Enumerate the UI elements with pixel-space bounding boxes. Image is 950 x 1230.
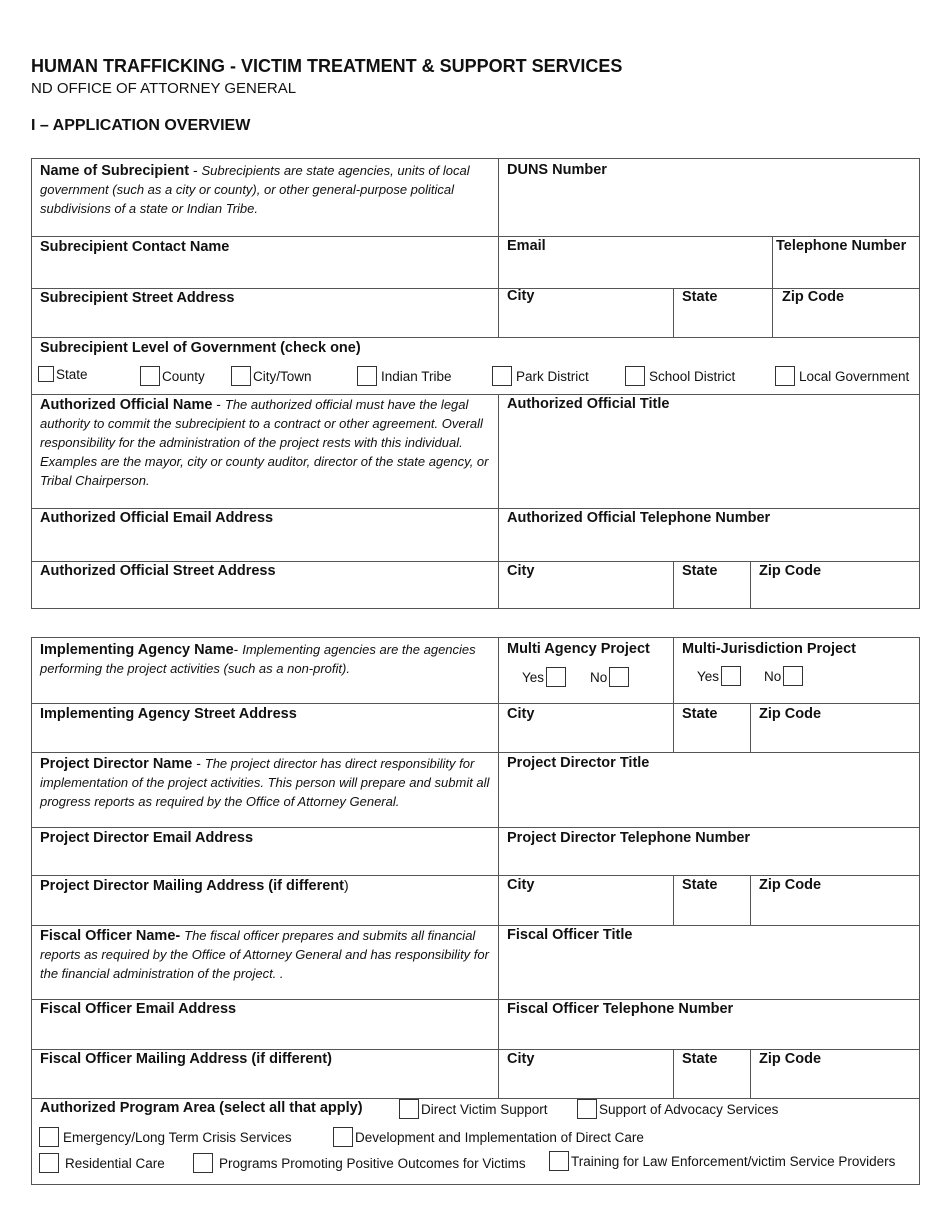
implementing-agency-zip-field[interactable]: Zip Code [759,706,822,722]
fiscal-officer-state-field[interactable]: State [682,1051,718,1067]
checkbox[interactable] [577,1099,597,1119]
section-heading: I – APPLICATION OVERVIEW [31,117,251,134]
checkbox[interactable] [549,1151,569,1171]
fiscal-officer-title-field[interactable]: Fiscal Officer Title [507,927,633,943]
street-address-field[interactable]: Subrecipient Street Address [40,290,235,306]
authorized-official-title-field[interactable]: Authorized Official Title [507,396,670,412]
checkbox[interactable] [38,366,54,382]
authorized-official-email-field[interactable]: Authorized Official Email Address [40,510,274,526]
level-option-city-town[interactable]: City/Town [231,366,312,386]
implementing-agency-name-field[interactable]: Implementing Agency Name- Implementing agencies are the agencies performing the project activities (such as a non-profit). [40,641,476,676]
telephone-field[interactable]: Telephone Number [776,238,907,254]
zip-code-field[interactable]: Zip Code [782,289,845,305]
checkbox[interactable] [625,366,645,386]
level-option-park-district[interactable]: Park District [492,366,589,386]
implementing-agency-city-field[interactable]: City [507,706,535,722]
checkbox[interactable] [231,366,251,386]
level-of-government-label: Subrecipient Level of Government (check one) [40,340,361,356]
checkbox[interactable] [546,667,566,687]
multi-jurisdiction-no[interactable]: No [764,666,805,686]
fiscal-officer-zip-field[interactable]: Zip Code [759,1051,822,1067]
implementing-agency-form-box [31,637,920,1185]
multi-agency-no[interactable]: No [590,667,631,687]
fiscal-officer-city-field[interactable]: City [507,1051,535,1067]
project-director-phone-field[interactable]: Project Director Telephone Number [507,830,751,846]
project-director-email-field[interactable]: Project Director Email Address [40,830,254,846]
fiscal-officer-mailing-field[interactable]: Fiscal Officer Mailing Address (if different) [40,1051,332,1067]
checkbox[interactable] [609,667,629,687]
checkbox[interactable] [357,366,377,386]
level-option-indian-tribe[interactable]: Indian Tribe [357,366,452,386]
page-title: HUMAN TRAFFICKING - VICTIM TREATMENT & SUPPORT SERVICES [31,56,623,76]
program-option-direct-care[interactable]: Development and Implementation of Direct Care [333,1127,644,1147]
checkbox[interactable] [492,366,512,386]
multi-jurisdiction-label: Multi-Jurisdiction Project [682,641,857,657]
level-option-county[interactable]: County [140,366,205,386]
authorized-official-city-field[interactable]: City [507,563,535,579]
state-field[interactable]: State [682,289,718,305]
checkbox[interactable] [193,1153,213,1173]
checkbox[interactable] [399,1099,419,1119]
agency-name: ND OFFICE OF ATTORNEY GENERAL [31,80,297,97]
implementing-agency-state-field[interactable]: State [682,706,718,722]
program-option-training[interactable]: Training for Law Enforcement/victim Service Providers [549,1151,895,1171]
project-director-name-field[interactable]: Project Director Name - The project director has direct responsibility for implementation of the project activities. This person will prepare and submit all progress reports as required by the Office of Attorney General. [40,755,490,809]
checkbox[interactable] [39,1153,59,1173]
multi-agency-label: Multi Agency Project [507,641,650,657]
authorized-official-street-field[interactable]: Authorized Official Street Address [40,563,276,579]
checkbox[interactable] [140,366,160,386]
project-director-state-field[interactable]: State [682,877,718,893]
authorized-official-state-field[interactable]: State [682,563,718,579]
checkbox[interactable] [721,666,741,686]
program-option-crisis-services[interactable]: Emergency/Long Term Crisis Services [39,1127,292,1147]
program-area-label: Authorized Program Area (select all that apply) [40,1100,363,1116]
fiscal-officer-phone-field[interactable]: Fiscal Officer Telephone Number [507,1001,734,1017]
checkbox[interactable] [39,1127,59,1147]
level-option-school-district[interactable]: School District [625,366,735,386]
project-director-zip-field[interactable]: Zip Code [759,877,822,893]
subrecipient-name-field[interactable]: Name of Subrecipient - Subrecipients are state agencies, units of local government (such as a city or county), or other general-purpose political subdivisions of a state or Indian Tribe. [40,162,470,216]
level-option-local-government[interactable]: Local Government [775,366,909,386]
fiscal-officer-email-field[interactable]: Fiscal Officer Email Address [40,1001,237,1017]
program-option-residential-care[interactable]: Residential Care [39,1153,165,1173]
email-field[interactable]: Email [507,238,546,254]
subrecipient-form-box [31,158,920,609]
level-option-state[interactable]: State [38,366,88,382]
project-director-city-field[interactable]: City [507,877,535,893]
checkbox[interactable] [783,666,803,686]
fiscal-officer-name-field[interactable]: Fiscal Officer Name- The fiscal officer prepares and submits all financial reports as required by the Office of Attorney General and has responsibility for the financial administration of the project. . [40,928,489,981]
project-director-title-field[interactable]: Project Director Title [507,755,650,771]
program-option-direct-victim-support[interactable]: Direct Victim Support [399,1099,548,1119]
city-field[interactable]: City [507,288,535,304]
multi-agency-yes[interactable]: Yes [522,667,568,687]
checkbox[interactable] [775,366,795,386]
authorized-official-name-field[interactable]: Authorized Official Name - The authorized official must have the legal authority to commit the subrecipient to a contract or other agreement. Overall responsibility for the administration of the project rests with this individual. Examples are the mayor, city or county auditor, director of the state agency, or Tribal Chairperson. [40,396,489,488]
authorized-official-zip-field[interactable]: Zip Code [759,563,822,579]
contact-name-field[interactable]: Subrecipient Contact Name [40,239,230,255]
implementing-agency-street-field[interactable]: Implementing Agency Street Address [40,706,297,722]
checkbox[interactable] [333,1127,353,1147]
authorized-official-phone-field[interactable]: Authorized Official Telephone Number [507,510,771,526]
program-option-advocacy-services[interactable]: Support of Advocacy Services [577,1099,778,1119]
duns-number-field[interactable]: DUNS Number [507,162,607,178]
multi-jurisdiction-yes[interactable]: Yes [697,666,743,686]
project-director-mailing-field[interactable]: Project Director Mailing Address (if different) [40,877,349,894]
program-option-positive-outcomes[interactable]: Programs Promoting Positive Outcomes for Victims [193,1153,526,1173]
